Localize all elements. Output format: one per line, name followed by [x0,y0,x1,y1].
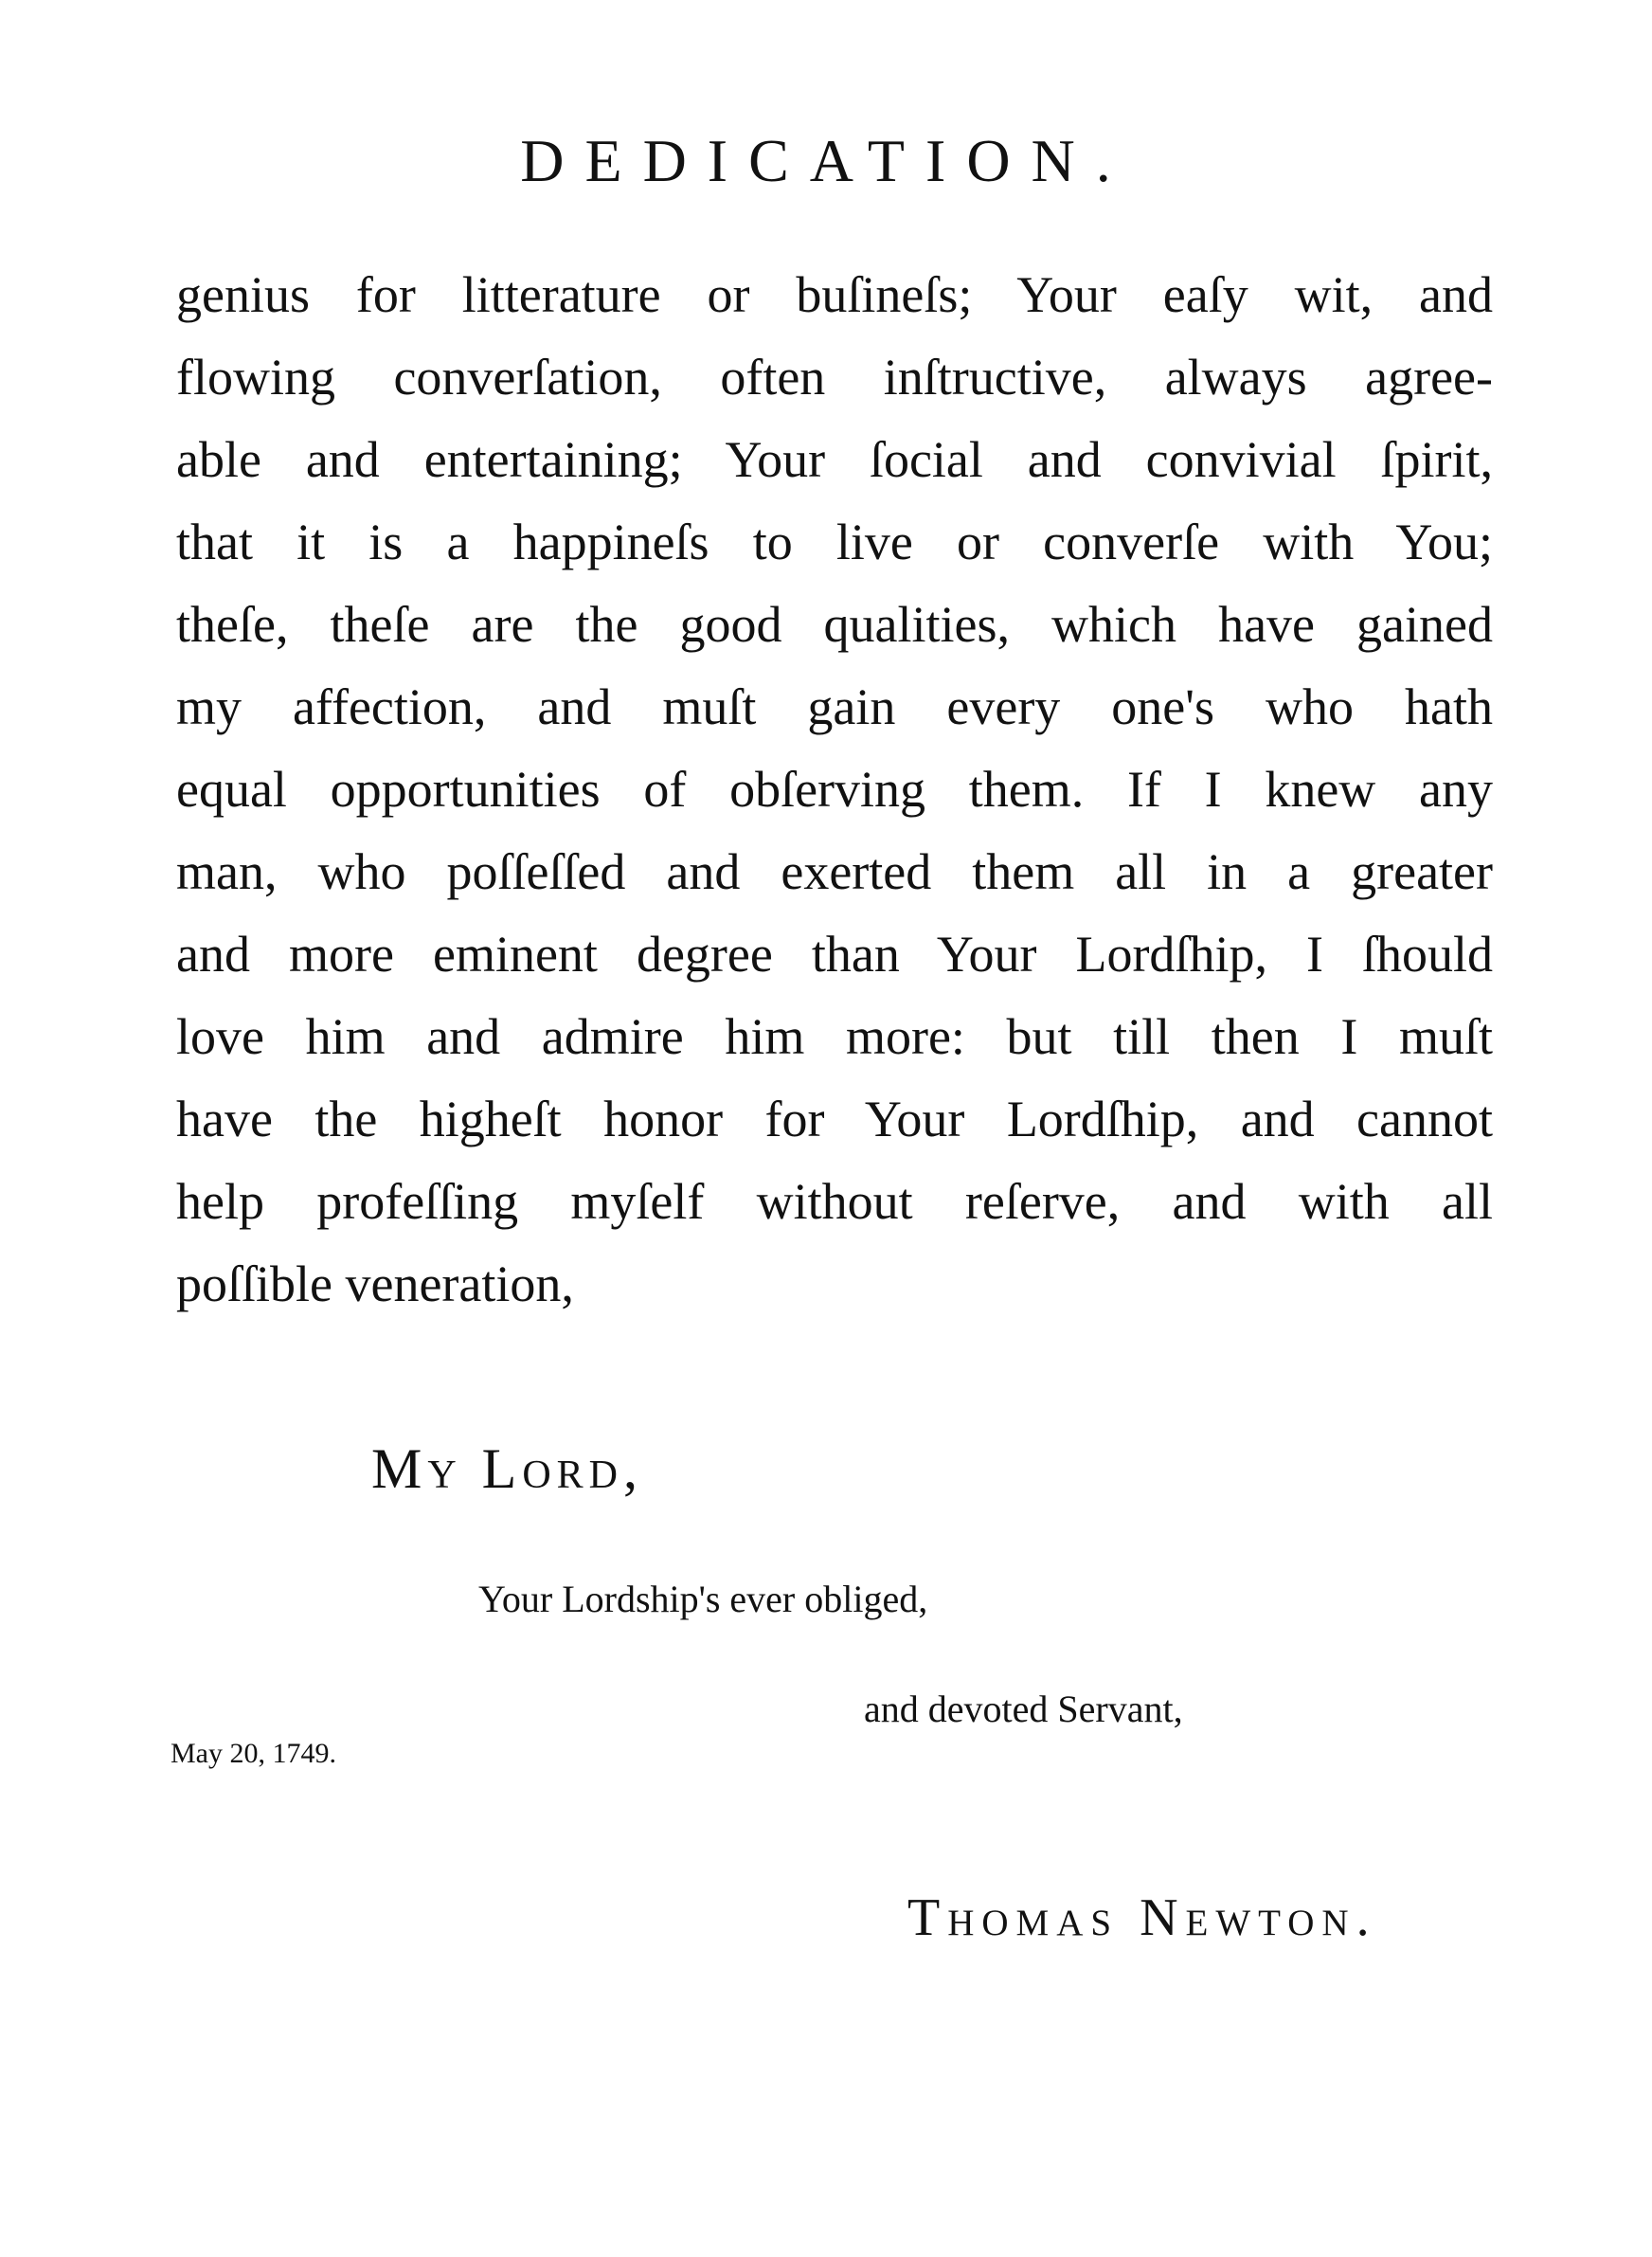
body-line: flowing converſation, often inſtructive, always agree- [176,349,1493,406]
salutation: My Lord, [371,1437,644,1500]
body-line: able and entertaining; Your ſocial and convivial ſpirit, [176,431,1493,488]
body-line: man, who poſſeſſed and exerted them all in a greater [176,843,1493,900]
body-line: that it is a happineſs to live or converſe with You; [176,514,1493,570]
body-line: help profeſſing myſelf without reſerve, and with all [176,1173,1493,1230]
body-line: poſſible veneration, [176,1255,574,1312]
body-line: theſe, theſe are the good qualities, which have gained [176,596,1493,653]
signature: Thomas Newton. [907,1888,1377,1947]
body-line: my affection, and muſt gain every one's who hath [176,678,1493,735]
body-line: and more eminent degree than Your Lordſhip, I ſhould [176,926,1493,983]
body-line: equal opportunities of obſerving them. If I knew any [176,761,1493,818]
body-line: have the higheſt honor for Your Lordſhip, and cannot [176,1091,1493,1147]
body-line: genius for litterature or buſineſs; Your eaſy wit, and [176,266,1493,323]
dedication-body [176,254,1493,1326]
running-head: DEDICATION. [520,127,1132,194]
date: May 20, 1749. [171,1738,336,1769]
body-line: love him and admire him more: but till then I muſt [176,1008,1493,1065]
closing-line-obliged: Your Lordship's ever obliged, [478,1578,928,1620]
closing-line-servant: and devoted Servant, [864,1688,1183,1730]
